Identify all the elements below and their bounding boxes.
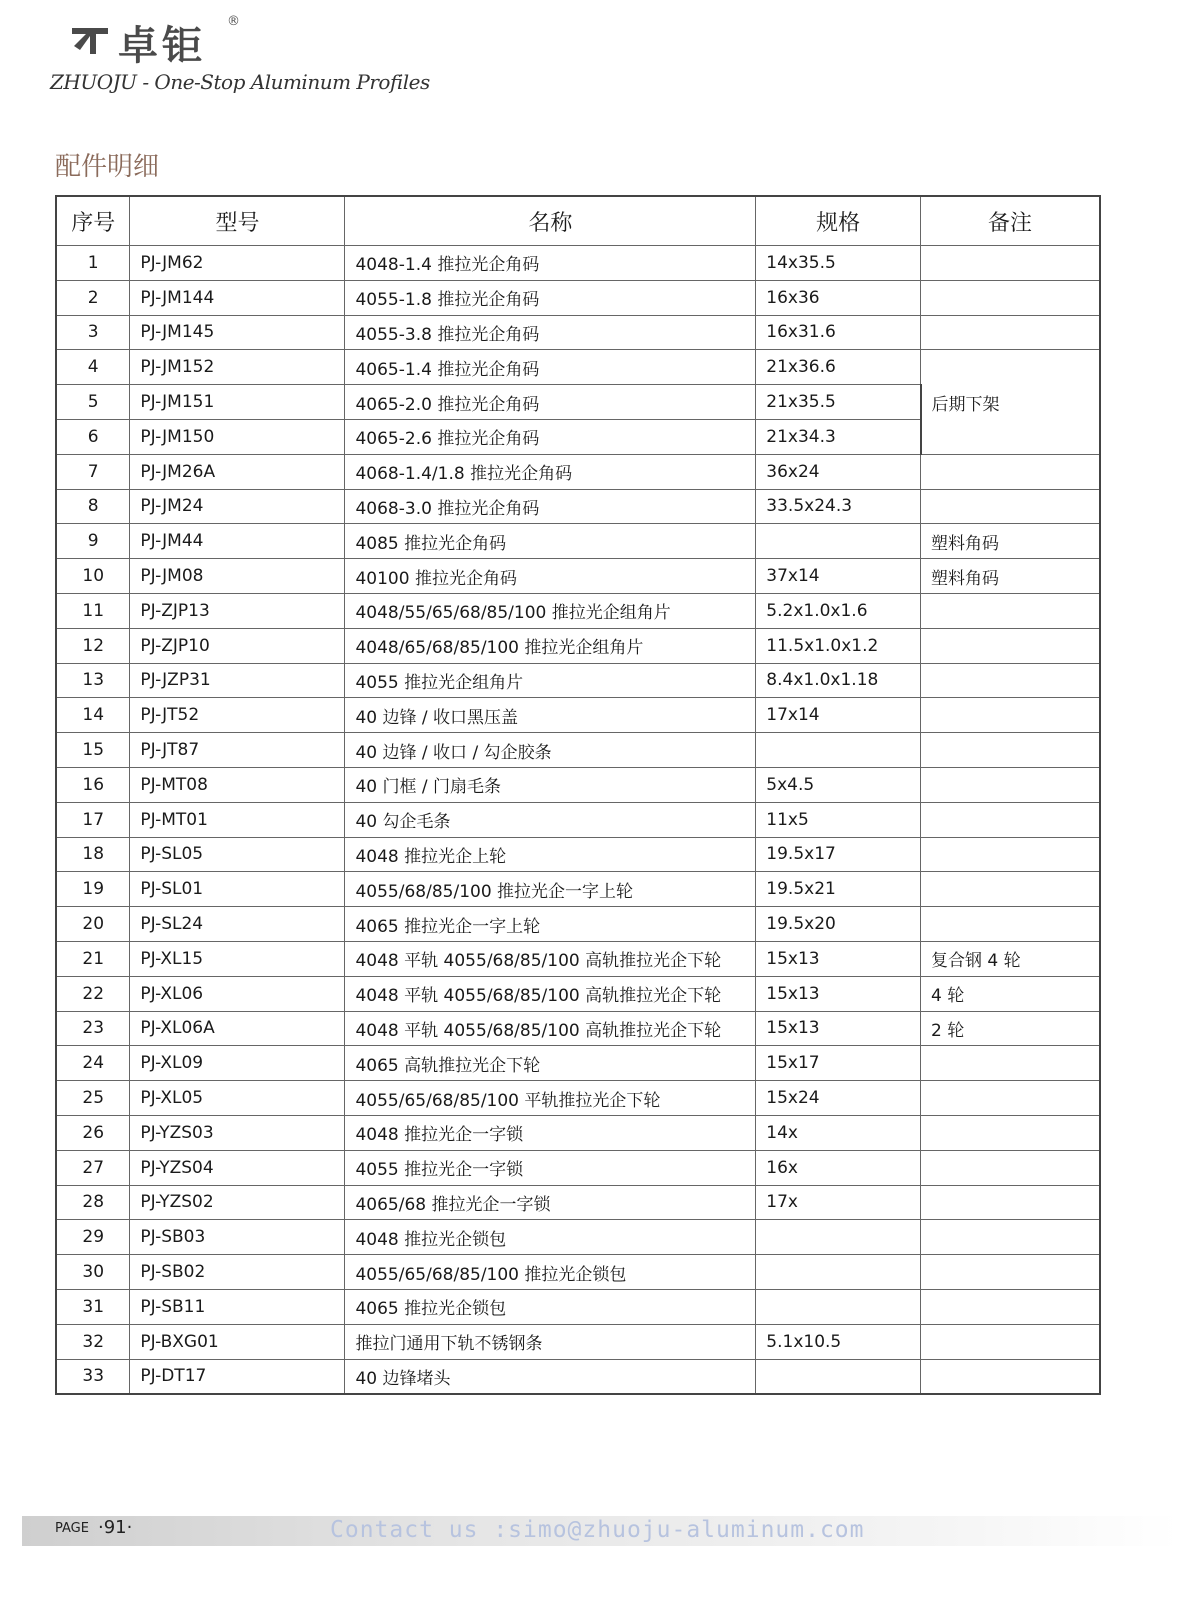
cell-spec: 21x35.5 — [756, 385, 921, 420]
cell-no: 2 — [56, 280, 130, 315]
cell-name: 4065/68 推拉光企一字锁 — [345, 1185, 756, 1220]
cell-note — [921, 315, 1100, 350]
cell-model: PJ-JM08 — [130, 559, 345, 594]
cell-spec: 19.5x20 — [756, 907, 921, 942]
cell-model: PJ-SB03 — [130, 1220, 345, 1255]
cell-spec — [756, 733, 921, 768]
brand-tagline: ZHUOJU - One-Stop Aluminum Profiles — [50, 70, 430, 94]
cell-note — [921, 1115, 1100, 1150]
cell-no: 12 — [56, 628, 130, 663]
table-row — [56, 524, 1100, 559]
cell-model: PJ-ZJP10 — [130, 628, 345, 663]
cell-note — [921, 246, 1100, 281]
cell-no: 24 — [56, 1046, 130, 1081]
table-row — [56, 1185, 1100, 1220]
cell-model: PJ-YZS02 — [130, 1185, 345, 1220]
cell-model: PJ-BXG01 — [130, 1324, 345, 1359]
cell-model: PJ-XL05 — [130, 1081, 345, 1116]
cell-model: PJ-JM144 — [130, 280, 345, 315]
cell-model: PJ-SL05 — [130, 837, 345, 872]
cell-no: 11 — [56, 593, 130, 628]
header-note: 备注 — [921, 196, 1100, 246]
cell-no: 18 — [56, 837, 130, 872]
cell-model: PJ-JM151 — [130, 385, 345, 420]
cell-spec: 15x13 — [756, 976, 921, 1011]
cell-no: 32 — [56, 1324, 130, 1359]
cell-model: PJ-JM24 — [130, 489, 345, 524]
cell-no: 21 — [56, 941, 130, 976]
cell-no: 4 — [56, 350, 130, 385]
cell-name: 4048 平轨 4055/68/85/100 高轨推拉光企下轮 — [345, 1011, 756, 1046]
table-row — [56, 837, 1100, 872]
cell-model: PJ-SL24 — [130, 907, 345, 942]
cell-spec: 16x31.6 — [756, 315, 921, 350]
cell-name: 40 边锋 / 收口 / 勾企胶条 — [345, 733, 756, 768]
cell-name: 4068-1.4/1.8 推拉光企角码 — [345, 454, 756, 489]
cell-no: 26 — [56, 1115, 130, 1150]
table-row — [56, 976, 1100, 1011]
cell-note: 塑料角码 — [921, 559, 1100, 594]
cell-model: PJ-YZS03 — [130, 1115, 345, 1150]
cell-no: 22 — [56, 976, 130, 1011]
cell-model: PJ-SL01 — [130, 872, 345, 907]
cell-spec: 14x35.5 — [756, 246, 921, 281]
cell-model: PJ-JM145 — [130, 315, 345, 350]
cell-note — [921, 1046, 1100, 1081]
table-row — [56, 1046, 1100, 1081]
cell-model: PJ-XL15 — [130, 941, 345, 976]
cell-name: 4065-2.6 推拉光企角码 — [345, 419, 756, 454]
cell-spec: 21x34.3 — [756, 419, 921, 454]
cell-note — [921, 1220, 1100, 1255]
cell-no: 9 — [56, 524, 130, 559]
cell-spec: 15x17 — [756, 1046, 921, 1081]
cell-note — [921, 1359, 1100, 1394]
cell-name: 4048 推拉光企上轮 — [345, 837, 756, 872]
table-row — [56, 1359, 1100, 1394]
zhuoju-logo-icon — [68, 22, 112, 60]
cell-no: 3 — [56, 315, 130, 350]
cell-name: 4065 推拉光企一字上轮 — [345, 907, 756, 942]
cell-spec: 5.1x10.5 — [756, 1324, 921, 1359]
table-row — [56, 872, 1100, 907]
table-row — [56, 1289, 1100, 1324]
cell-note — [921, 628, 1100, 663]
header-spec: 规格 — [756, 196, 921, 246]
table-row — [56, 454, 1100, 489]
cell-model: PJ-JZP31 — [130, 663, 345, 698]
table-row — [56, 1011, 1100, 1046]
cell-no: 23 — [56, 1011, 130, 1046]
cell-model: PJ-JT87 — [130, 733, 345, 768]
cell-note: 2 轮 — [921, 1011, 1100, 1046]
cell-name: 4048/65/68/85/100 推拉光企组角片 — [345, 628, 756, 663]
cell-note — [921, 698, 1100, 733]
cell-spec: 14x — [756, 1115, 921, 1150]
cell-model: PJ-JM150 — [130, 419, 345, 454]
cell-note — [921, 907, 1100, 942]
cell-model: PJ-ZJP13 — [130, 593, 345, 628]
cell-model: PJ-JM62 — [130, 246, 345, 281]
cell-name: 4048-1.4 推拉光企角码 — [345, 246, 756, 281]
cell-spec: 36x24 — [756, 454, 921, 489]
cell-no: 8 — [56, 489, 130, 524]
cell-note: 4 轮 — [921, 976, 1100, 1011]
table-row — [56, 350, 1100, 385]
cell-spec — [756, 1289, 921, 1324]
table-row — [56, 733, 1100, 768]
cell-model: PJ-JT52 — [130, 698, 345, 733]
table-row — [56, 1115, 1100, 1150]
cell-name: 4055/65/68/85/100 推拉光企锁包 — [345, 1255, 756, 1290]
cell-no: 15 — [56, 733, 130, 768]
cell-spec — [756, 1220, 921, 1255]
cell-spec: 37x14 — [756, 559, 921, 594]
cell-no: 14 — [56, 698, 130, 733]
cell-note: 复合钢 4 轮 — [921, 941, 1100, 976]
table-row — [56, 280, 1100, 315]
cell-note-merged: 后期下架 — [921, 350, 1100, 454]
parts-table — [55, 195, 1101, 1395]
cell-no: 28 — [56, 1185, 130, 1220]
header-name: 名称 — [345, 196, 756, 246]
cell-no: 20 — [56, 907, 130, 942]
cell-note — [921, 280, 1100, 315]
cell-name: 40 边锋 / 收口黑压盖 — [345, 698, 756, 733]
table-row — [56, 698, 1100, 733]
cell-no: 17 — [56, 802, 130, 837]
header-model: 型号 — [130, 196, 345, 246]
cell-no: 1 — [56, 246, 130, 281]
table-row — [56, 802, 1100, 837]
cell-spec: 15x13 — [756, 941, 921, 976]
cell-spec: 15x13 — [756, 1011, 921, 1046]
cell-model: PJ-XL09 — [130, 1046, 345, 1081]
cell-name: 4048 平轨 4055/68/85/100 高轨推拉光企下轮 — [345, 941, 756, 976]
cell-spec: 16x — [756, 1150, 921, 1185]
cell-note — [921, 1185, 1100, 1220]
cell-spec: 19.5x17 — [756, 837, 921, 872]
cell-note — [921, 837, 1100, 872]
cell-model: PJ-MT01 — [130, 802, 345, 837]
cell-no: 19 — [56, 872, 130, 907]
table-row — [56, 628, 1100, 663]
cell-name: 4055-1.8 推拉光企角码 — [345, 280, 756, 315]
table-row — [56, 593, 1100, 628]
cell-model: PJ-YZS04 — [130, 1150, 345, 1185]
cell-note — [921, 593, 1100, 628]
cell-spec — [756, 1359, 921, 1394]
cell-name: 4048 平轨 4055/68/85/100 高轨推拉光企下轮 — [345, 976, 756, 1011]
brand-name-cn: 卓钜 — [118, 23, 206, 69]
cell-no: 33 — [56, 1359, 130, 1394]
cell-no: 29 — [56, 1220, 130, 1255]
cell-spec: 11.5x1.0x1.2 — [756, 628, 921, 663]
cell-spec: 5x4.5 — [756, 767, 921, 802]
header-no: 序号 — [56, 196, 130, 246]
cell-note — [921, 802, 1100, 837]
cell-name: 40 勾企毛条 — [345, 802, 756, 837]
cell-no: 27 — [56, 1150, 130, 1185]
cell-name: 4055 推拉光企一字锁 — [345, 1150, 756, 1185]
cell-note — [921, 872, 1100, 907]
page-number: ·91· — [98, 1517, 133, 1538]
cell-model: PJ-JM26A — [130, 454, 345, 489]
cell-spec: 17x14 — [756, 698, 921, 733]
table-row — [56, 1220, 1100, 1255]
cell-model: PJ-XL06 — [130, 976, 345, 1011]
table-header-row — [56, 196, 1100, 246]
cell-name: 4055-3.8 推拉光企角码 — [345, 315, 756, 350]
table-row — [56, 489, 1100, 524]
cell-name: 4065 高轨推拉光企下轮 — [345, 1046, 756, 1081]
cell-model: PJ-JM152 — [130, 350, 345, 385]
cell-no: 30 — [56, 1255, 130, 1290]
cell-note: 塑料角码 — [921, 524, 1100, 559]
cell-name: 4065 推拉光企锁包 — [345, 1289, 756, 1324]
table-row — [56, 559, 1100, 594]
table-body — [56, 246, 1100, 1395]
cell-name: 4048 推拉光企锁包 — [345, 1220, 756, 1255]
cell-note — [921, 1081, 1100, 1116]
table-row — [56, 1150, 1100, 1185]
cell-no: 6 — [56, 419, 130, 454]
cell-name: 推拉门通用下轨不锈钢条 — [345, 1324, 756, 1359]
cell-note — [921, 1289, 1100, 1324]
cell-model: PJ-JM44 — [130, 524, 345, 559]
page-label: PAGE — [55, 1521, 89, 1536]
cell-no: 5 — [56, 385, 130, 420]
cell-no: 10 — [56, 559, 130, 594]
cell-spec: 16x36 — [756, 280, 921, 315]
cell-model: PJ-SB02 — [130, 1255, 345, 1290]
cell-name: 4065-2.0 推拉光企角码 — [345, 385, 756, 420]
cell-model: PJ-XL06A — [130, 1011, 345, 1046]
table-row — [56, 1255, 1100, 1290]
cell-name: 4048/55/65/68/85/100 推拉光企组角片 — [345, 593, 756, 628]
cell-name: 4055/68/85/100 推拉光企一字上轮 — [345, 872, 756, 907]
cell-name: 4055 推拉光企组角片 — [345, 663, 756, 698]
cell-spec — [756, 524, 921, 559]
cell-name: 40 门框 / 门扇毛条 — [345, 767, 756, 802]
cell-note — [921, 1255, 1100, 1290]
cell-spec: 11x5 — [756, 802, 921, 837]
cell-name: 40100 推拉光企角码 — [345, 559, 756, 594]
cell-name: 4065-1.4 推拉光企角码 — [345, 350, 756, 385]
cell-note — [921, 1150, 1100, 1185]
cell-no: 7 — [56, 454, 130, 489]
page-header — [0, 0, 1179, 110]
table-row — [56, 767, 1100, 802]
table-row — [56, 941, 1100, 976]
contact-email: Contact us :simo@zhuoju-aluminum.com — [330, 1517, 865, 1543]
cell-no: 31 — [56, 1289, 130, 1324]
table-row — [56, 663, 1100, 698]
registered-mark: ® — [227, 14, 240, 29]
cell-name: 4085 推拉光企角码 — [345, 524, 756, 559]
cell-name: 4048 推拉光企一字锁 — [345, 1115, 756, 1150]
cell-note — [921, 489, 1100, 524]
cell-spec: 8.4x1.0x1.18 — [756, 663, 921, 698]
cell-spec — [756, 1255, 921, 1290]
cell-note — [921, 767, 1100, 802]
cell-note — [921, 454, 1100, 489]
cell-note — [921, 1324, 1100, 1359]
cell-note — [921, 663, 1100, 698]
table-row — [56, 1324, 1100, 1359]
cell-spec: 5.2x1.0x1.6 — [756, 593, 921, 628]
cell-name: 4055/65/68/85/100 平轨推拉光企下轮 — [345, 1081, 756, 1116]
table-row — [56, 1081, 1100, 1116]
cell-no: 13 — [56, 663, 130, 698]
cell-note — [921, 733, 1100, 768]
cell-name: 4068-3.0 推拉光企角码 — [345, 489, 756, 524]
table-row — [56, 315, 1100, 350]
cell-spec: 19.5x21 — [756, 872, 921, 907]
cell-no: 16 — [56, 767, 130, 802]
cell-spec: 17x — [756, 1185, 921, 1220]
table-row — [56, 907, 1100, 942]
cell-model: PJ-MT08 — [130, 767, 345, 802]
table-row — [56, 246, 1100, 281]
cell-model: PJ-DT17 — [130, 1359, 345, 1394]
cell-model: PJ-SB11 — [130, 1289, 345, 1324]
cell-spec: 21x36.6 — [756, 350, 921, 385]
cell-spec: 15x24 — [756, 1081, 921, 1116]
section-title: 配件明细 — [55, 152, 160, 182]
cell-spec: 33.5x24.3 — [756, 489, 921, 524]
cell-name: 40 边锋堵头 — [345, 1359, 756, 1394]
cell-no: 25 — [56, 1081, 130, 1116]
